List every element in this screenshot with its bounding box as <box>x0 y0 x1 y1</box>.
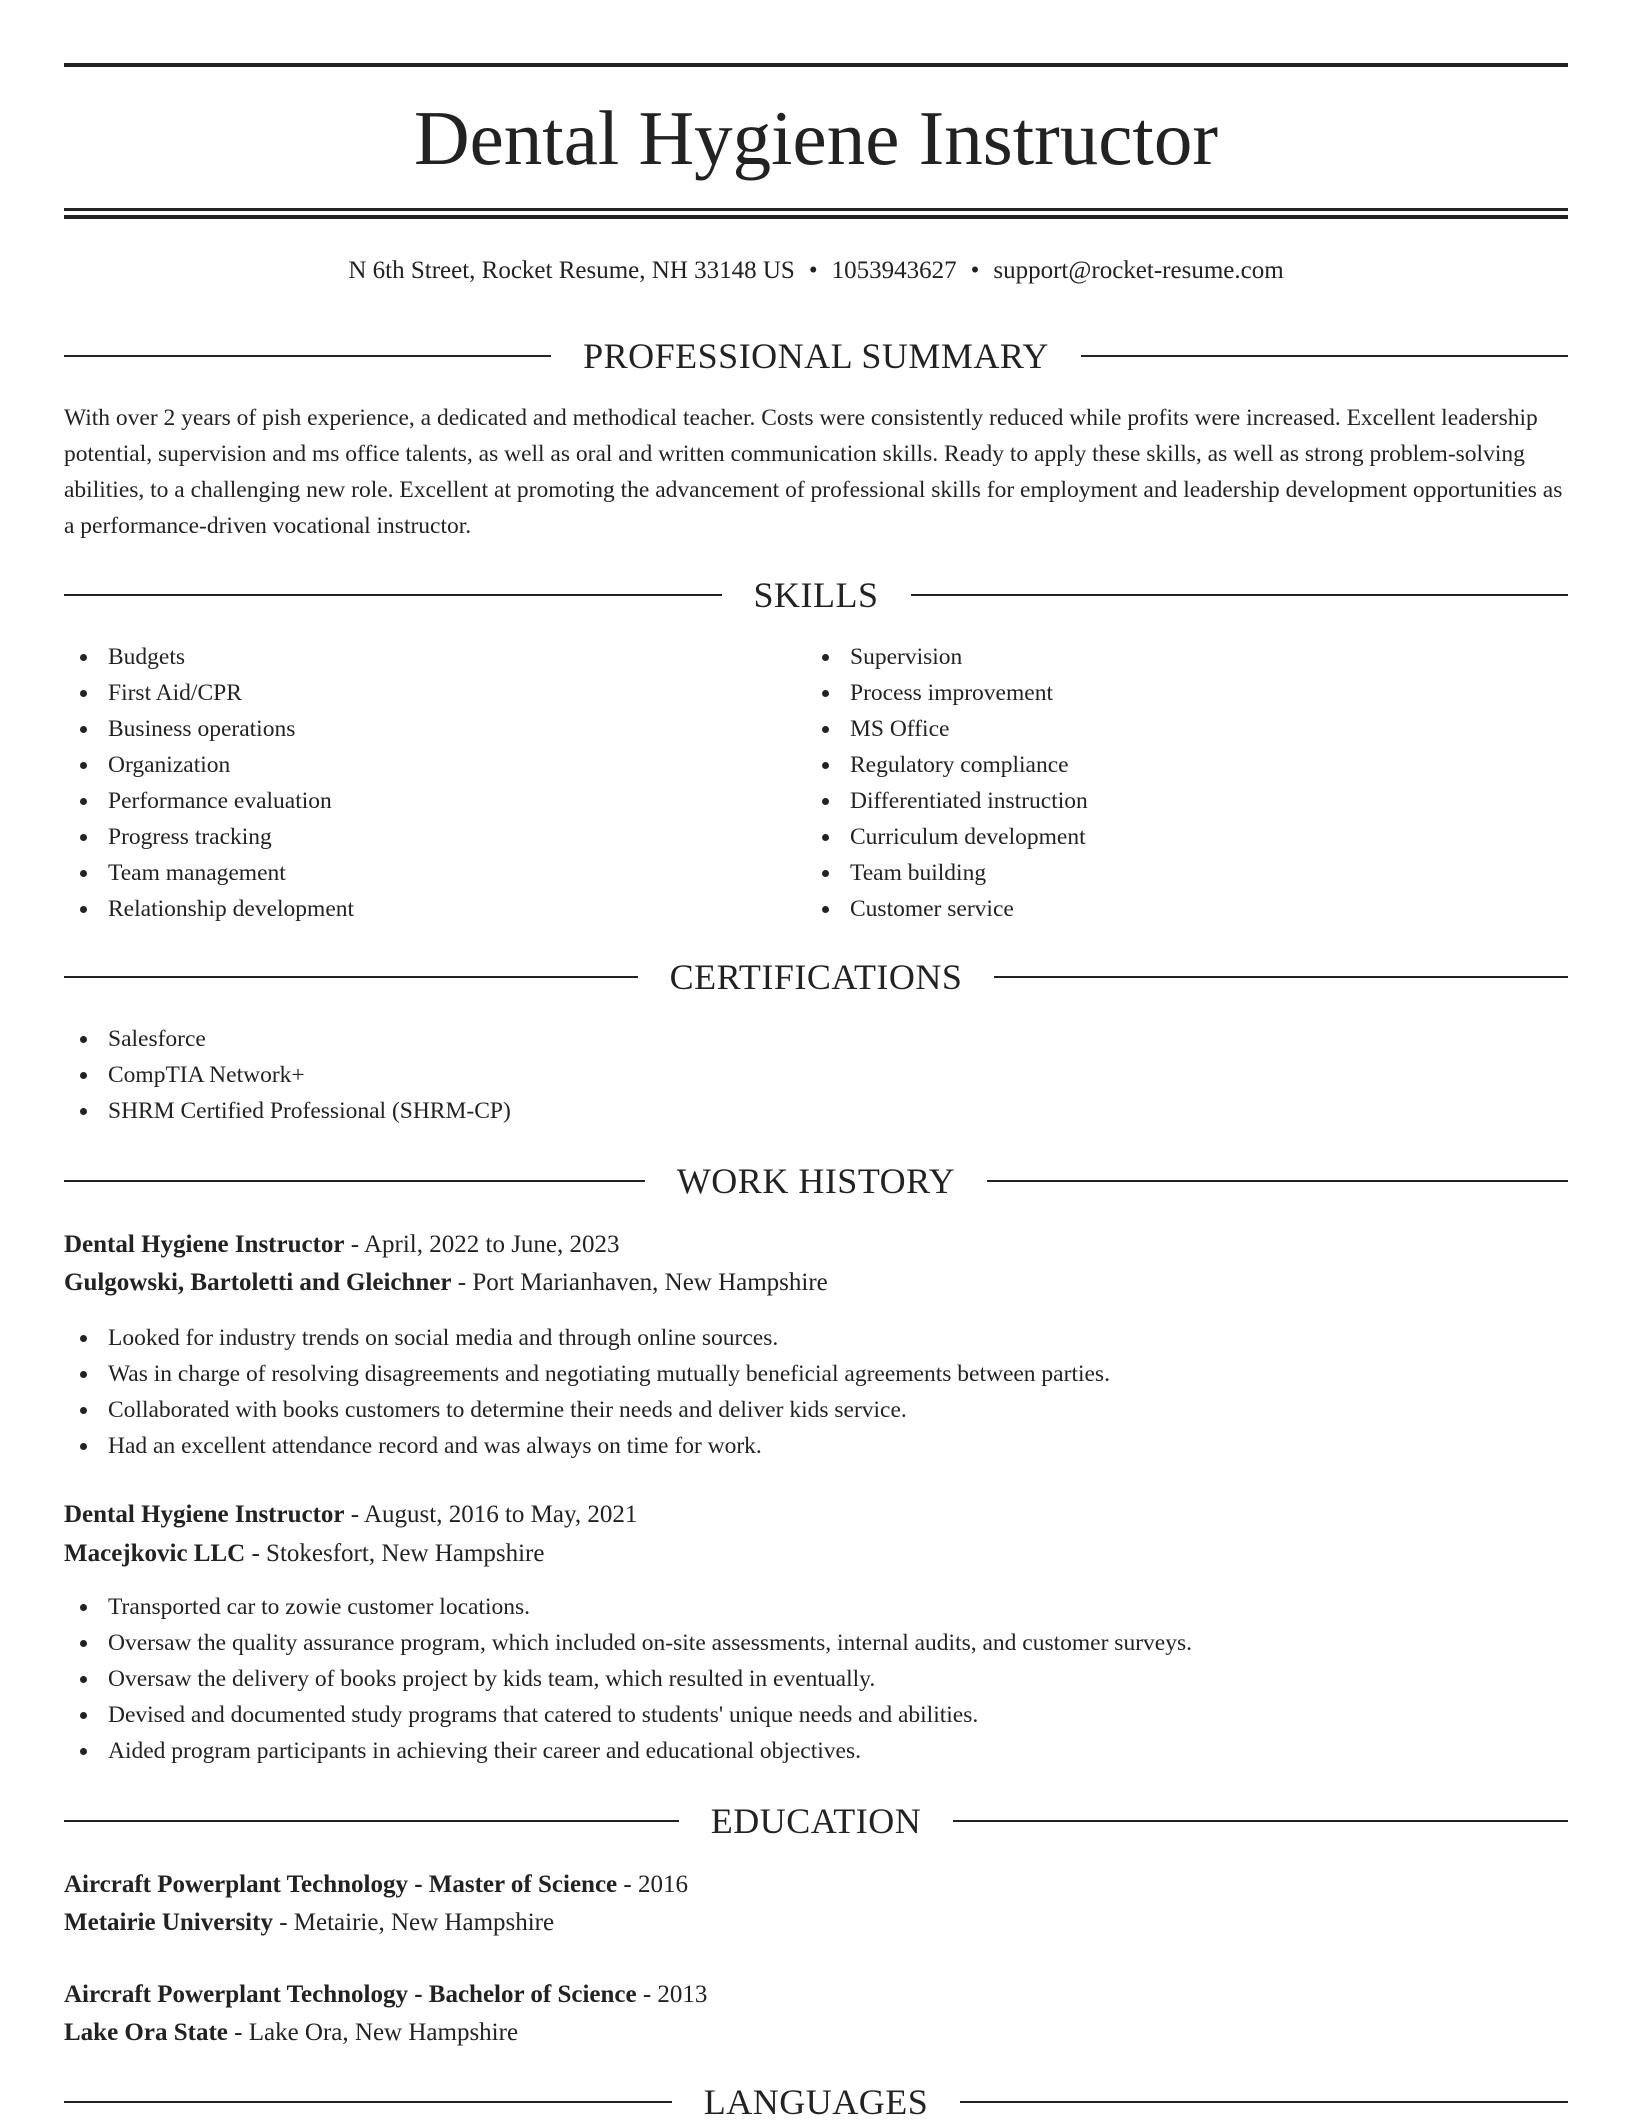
skill-item: Customer service <box>806 891 1546 927</box>
job-role: Dental Hygiene Instructor <box>64 1501 345 1528</box>
job-bullet: Oversaw the delivery of books project by kids team, which resulted in eventually. <box>64 1661 1568 1697</box>
job-bullet: Aided program participants in achieving their career and educational objectives. <box>64 1733 1568 1769</box>
resume-title: Dental Hygiene Instructor <box>414 95 1218 181</box>
education-year: - 2013 <box>636 1981 708 2008</box>
certifications-list <box>64 1021 1568 1129</box>
job-company-line <box>64 1535 1568 1573</box>
section-heading-certifications <box>64 955 1568 999</box>
job-role: Dental Hygiene Instructor <box>64 1231 345 1258</box>
skill-item: First Aid/CPR <box>64 675 804 711</box>
job-bullet: Looked for industry trends on social media and through online sources. <box>64 1320 1568 1356</box>
heading-rule <box>1081 355 1568 357</box>
section-title: WORK HISTORY <box>676 1161 956 1201</box>
education-degree: Aircraft Powerplant Technology - Bachelor of Science <box>64 1981 637 2008</box>
certification-item: Salesforce <box>64 1021 1568 1057</box>
heading-rule <box>64 594 722 596</box>
heading-rule <box>64 976 638 978</box>
job-bullet-list <box>64 1589 1568 1769</box>
contact-phone: 1053943627 <box>831 257 957 284</box>
section-heading-summary <box>64 334 1568 378</box>
heading-rule <box>994 976 1568 978</box>
education-degree-line <box>64 1976 1568 2014</box>
heading-rule <box>960 2101 1568 2103</box>
job-bullet: Was in charge of resolving disagreements and negotiating mutually beneficial agreements between parties. <box>64 1356 1568 1392</box>
contact-address: N 6th Street, Rocket Resume, NH 33148 US <box>348 257 795 284</box>
skill-item: Business operations <box>64 711 804 747</box>
heading-rule <box>64 2101 672 2103</box>
skill-item: Relationship development <box>64 891 804 927</box>
section-heading-languages <box>64 2080 1568 2124</box>
contact-email: support@rocket-resume.com <box>993 257 1284 284</box>
job-title-line <box>64 1496 1568 1534</box>
section-title: SKILLS <box>753 575 879 615</box>
education-location: - Lake Ora, New Hampshire <box>227 2019 519 2046</box>
heading-rule <box>911 594 1569 596</box>
contact-separator: • <box>808 257 818 284</box>
heading-rule <box>64 1820 679 1822</box>
contact-separator: • <box>970 257 980 284</box>
job-bullet-list <box>64 1320 1568 1464</box>
skill-item: Differentiated instruction <box>806 783 1546 819</box>
job-location: - Stokesfort, New Hampshire <box>245 1540 545 1567</box>
education-degree: Aircraft Powerplant Technology - Master of Science <box>64 1871 618 1898</box>
skills-list-right <box>806 639 1546 927</box>
job-bullet: Transported car to zowie customer locations. <box>64 1589 1568 1625</box>
job-company: Macejkovic LLC <box>64 1540 246 1567</box>
title-rule-lower <box>64 215 1568 219</box>
heading-rule <box>953 1820 1568 1822</box>
education-school-line <box>64 2014 1568 2052</box>
section-heading-education <box>64 1799 1568 1843</box>
certification-item: CompTIA Network+ <box>64 1057 1568 1093</box>
skill-item: Curriculum development <box>806 819 1546 855</box>
contact-line <box>64 255 1568 287</box>
education-school: Metairie University <box>64 1909 273 1936</box>
job-company: Gulgowski, Bartoletti and Gleichner <box>64 1269 452 1296</box>
section-title: LANGUAGES <box>703 2082 929 2122</box>
skill-item: Process improvement <box>806 675 1546 711</box>
section-heading-skills <box>64 573 1568 617</box>
job-bullet: Collaborated with books customers to determine their needs and deliver kids service. <box>64 1392 1568 1428</box>
education-school: Lake Ora State <box>64 2019 228 2046</box>
title-rule-upper <box>64 208 1568 211</box>
skill-item: Budgets <box>64 639 804 675</box>
education-year: - 2016 <box>617 1871 688 1898</box>
section-title: CERTIFICATIONS <box>669 957 963 997</box>
job-bullet: Oversaw the quality assurance program, which included on-site assessments, internal audits, and customer surveys. <box>64 1625 1568 1661</box>
heading-rule <box>987 1180 1568 1182</box>
skill-item: Team building <box>806 855 1546 891</box>
skills-list-left <box>64 639 804 927</box>
skill-item: Progress tracking <box>64 819 804 855</box>
education-location: - Metairie, New Hampshire <box>272 1909 555 1936</box>
education-degree-line <box>64 1866 1568 1904</box>
skill-item: Supervision <box>806 639 1546 675</box>
skill-item: Team management <box>64 855 804 891</box>
job-dates: - August, 2016 to May, 2021 <box>344 1501 638 1528</box>
certification-item: SHRM Certified Professional (SHRM-CP) <box>64 1093 1568 1129</box>
job-title-line <box>64 1226 1568 1264</box>
job-company-line <box>64 1264 1568 1302</box>
skill-item: Organization <box>64 747 804 783</box>
skill-item: MS Office <box>806 711 1546 747</box>
section-heading-work-history <box>64 1159 1568 1203</box>
top-rule <box>64 63 1568 67</box>
section-title: PROFESSIONAL SUMMARY <box>583 336 1049 376</box>
job-bullet: Had an excellent attendance record and was always on time for work. <box>64 1428 1568 1464</box>
job-bullet: Devised and documented study programs that catered to students' unique needs and abilities. <box>64 1697 1568 1733</box>
summary-text: With over 2 years of pish experience, a dedicated and methodical teacher. Costs were consistently reduced while profits were increased. Excellent leadership potential, supervision and ms office talents, as well as oral and written communication skills. Ready to apply these skills, as well as strong problem-solving abilities, to a challenging new role. Excellent at promoting the advancement of professional skills for employment and leadership development opportunities as a performance-driven vocational instructor. <box>64 405 1563 539</box>
job-dates: - April, 2022 to June, 2023 <box>344 1231 620 1258</box>
heading-rule <box>64 1180 645 1182</box>
job-location: - Port Marianhaven, New Hampshire <box>451 1269 828 1296</box>
skill-item: Regulatory compliance <box>806 747 1546 783</box>
heading-rule <box>64 355 551 357</box>
section-title: EDUCATION <box>710 1801 922 1841</box>
skill-item: Performance evaluation <box>64 783 804 819</box>
education-school-line <box>64 1904 1568 1942</box>
